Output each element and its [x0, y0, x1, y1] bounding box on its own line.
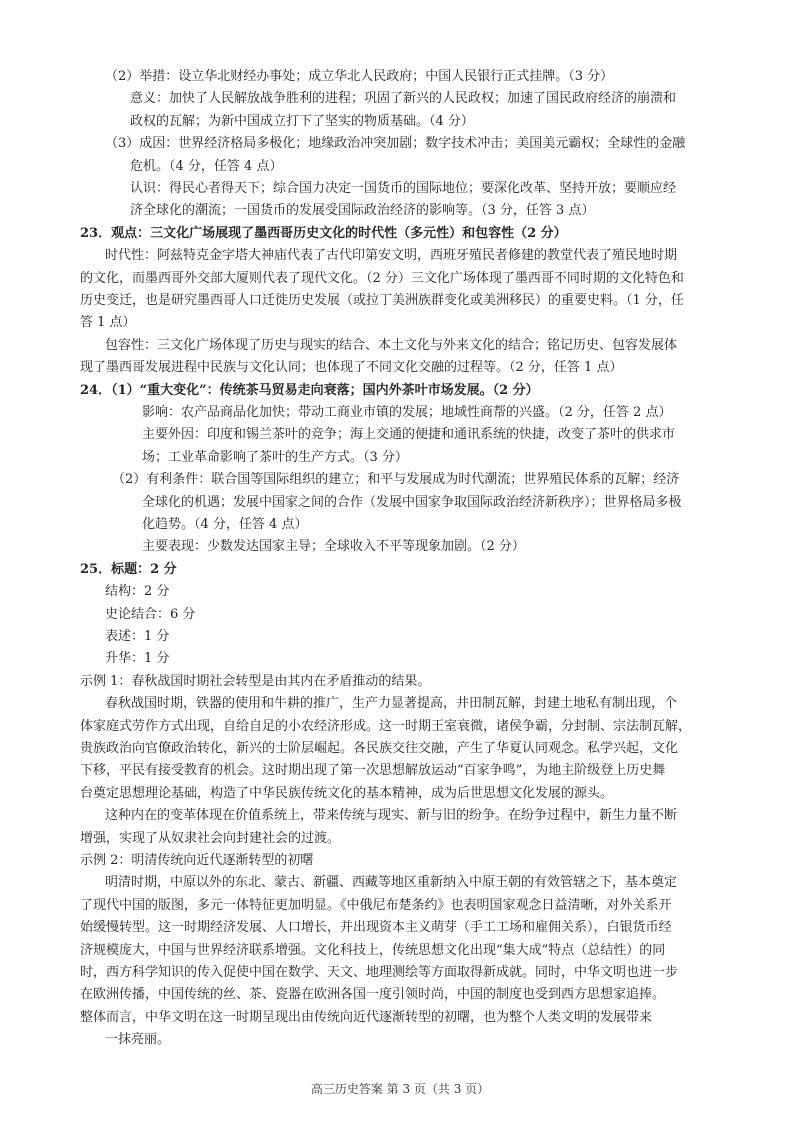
example1-para1-line3: 贵族政治向官僚政治转化，新兴的士阶层崛起。各民族交往交融，产生了华夏认同观念。私学兴起，文化: [80, 741, 679, 756]
example2-heading: 示例 2：明清传统向近代逐渐转型的初曙: [80, 853, 314, 868]
example2-para1-line5: 时，西方科学知识的传入促使中国在数学、天文、地理测绘等方面取得新成就。同时，中华文明也进一步: [80, 965, 679, 980]
q22-2-significance-line1: 意义：加快了人民解放战争胜利的进程；巩固了新兴的人民政权；加速了国民政府经济的崩溃和: [130, 91, 677, 107]
q22-3-causes-line2: 危机。（4 分，任答 4 点）: [130, 158, 283, 174]
q22-3-understanding-line1: 认识：得民心者得天下；综合国力决定一国货币的国际地位；要深化改革、坚持开放；要顺应经: [130, 181, 677, 196]
q23-inclusiveness-line2: 现了墨西哥发展进程中民族与文化认同；也体现了不同文化交融的过程等。（2 分，任答 1 点）: [80, 360, 623, 376]
q23-viewpoint: 23．观点：三文化广场展现了墨西哥历史文化的时代性（多元性）和包容性（2 分）: [80, 225, 567, 241]
q23-era-line4: 答 1 点）: [80, 315, 136, 331]
example1-para2-line1: 这种内在的变革体现在价值系统上，带来传统与现实、新与旧的纷争。在纷争过程中，新生力量不断: [105, 808, 678, 824]
q23-era-line1: 时代性：阿兹特克金字塔大神庙代表了古代印第安文明，西班牙殖民者修建的教堂代表了殖民地时期: [105, 248, 678, 264]
q24-1-external-line1: 主要外因：印度和锡兰茶叶的竞争；海上交通的便捷和通讯系统的快捷，改变了茶叶的供求市: [142, 427, 676, 443]
page-footer: 高三历史答案 第 3 页（共 3 页）: [310, 1082, 490, 1096]
example1-heading: 示例 1：春秋战国时期社会转型是由其内在矛盾推动的结果。: [80, 673, 431, 689]
example1-para1-line1: 春秋战国时期，铁器的使用和牛耕的推广，生产力显著提高，井田制瓦解，封建土地私有制出现，个: [105, 696, 678, 712]
example1-para1-line5: 台奠定思想理论基础，构造了中华民族传统文化的基本精神，成为后世思想文化发展的源头。: [80, 785, 614, 801]
q25-expression-score: 表述：1 分: [105, 629, 170, 644]
example2-para1-line1: 明清时期，中原以外的东北、蒙古、新疆、西藏等地区重新纳入中原王朝的有效管辖之下，基本奠定: [105, 875, 678, 891]
q22-2-measures: （2）举措：设立华北财经办事处；成立华北人民政府；中国人民银行正式挂牌。（3 分）: [105, 69, 614, 84]
q24-2-conditions-line2: 全球化的机遇；发展中国家之间的合作（发展中国家争取国际政治经济新秩序）；世界格局多极: [142, 494, 682, 510]
q23-era-line3: 历史变迁，也是研究墨西哥人口迁徙历史发展（或拉丁美洲族群变化或美洲移民）的重要史料。（1 分，任: [80, 293, 684, 308]
example2-para1-line6: 在欧洲传播，中国传统的丝、茶、瓷器在欧洲各国一度引领时尚，中国的制度也受到西方思想家追捧。: [80, 987, 666, 1003]
q24-2-manifestation: 主要表现：少数发达国家主导；全球收入不平等现象加剧。（2 分）: [142, 539, 525, 555]
example2-para1-line7: 整体而言，中华文明在这一时期呈现出由传统向近代逐渐转型的初曙，也为整个人类文明的发展带来: [80, 1009, 653, 1025]
example2-para1-line2: 了现代中国的版图，多元一体特征更加明显。《中俄尼布楚条约》也表明国家观念日益清晰，对外关系开: [80, 897, 672, 913]
q22-2-significance-line2: 政权的瓦解；为新中国成立打下了坚实的物质基础。（4 分）: [130, 113, 474, 129]
example1-para2-line2: 增强，实现了从奴隶社会向封建社会的过渡。: [80, 830, 341, 846]
example2-para1-line4: 济规模庞大，中国与世界经济联系增强。文化科技上，传统思想文化出现“集大成”特点（总结性）的同: [80, 942, 666, 958]
example1-para1-line4: 下移，平民有接受教育的机会。这时期出现了第一次思想解放运动“百家争鸣”，为地主阶级登上历史舞: [80, 763, 666, 779]
q24-2-conditions-line1: （2）有利条件：联合国等国际组织的建立；和平与发展成为时代潮流；世界殖民体系的瓦解；经济: [112, 472, 680, 488]
example2-para2-line1: 一抹亮丽。: [105, 1032, 171, 1048]
q22-3-causes-line1: （3）成因：世界经济格局多极化；地缘政治冲突加剧；数字技术冲击；美国美元霸权；全球性的金融: [105, 136, 686, 152]
q25-elevation-score: 升华：1 分: [105, 651, 170, 667]
q25-history-theory-score: 史论结合：6 分: [105, 606, 196, 622]
q25-title-score: 25．标题：2 分: [80, 561, 177, 577]
q22-3-understanding-line2: 济全球化的潮流；一国货币的发展受国际政治经济的影响等。（3 分，任答 3 点）: [130, 203, 595, 219]
q25-structure-score: 结构：2 分: [105, 584, 170, 600]
q24-1-impact: 影响：农产品商品化加快；带动工商业市镇的发展；地域性商帮的兴盛。（2 分，任答 2 点）: [142, 405, 672, 420]
q24-2-conditions-line3: 化趋势。（4 分，任答 4 点）: [142, 517, 308, 532]
example2-para1-line3: 始缓慢转型。这一时期经济发展、人口增长，并出现资本主义萌芽（手工工场和雇佣关系），白银货币经: [80, 920, 672, 936]
q24-1-external-line2: 场；工业革命影响了茶叶的生产方式。（3 分）: [142, 449, 408, 465]
q23-inclusiveness-line1: 包容性：三文化广场体现了历史与现实的结合、本土文化与外来文化的结合；铭记历史、包容发展体: [105, 337, 678, 353]
q24-1-major-change: 24．（1）“重大变化”：传统茶马贸易走向衰落；国内外茶叶市场发展。（2 分）: [80, 382, 539, 398]
q23-era-line2: 的文化，而墨西哥外交部大厦则代表了现代文化。（2 分）三文化广场体现了墨西哥不同时期的文化特色和: [80, 270, 684, 286]
example1-para1-line2: 体家庭式劳作方式出现，自给自足的小农经济形成。这一时期王室衰微，诸侯争霸，分封制、宗法制瓦解，: [80, 718, 692, 734]
